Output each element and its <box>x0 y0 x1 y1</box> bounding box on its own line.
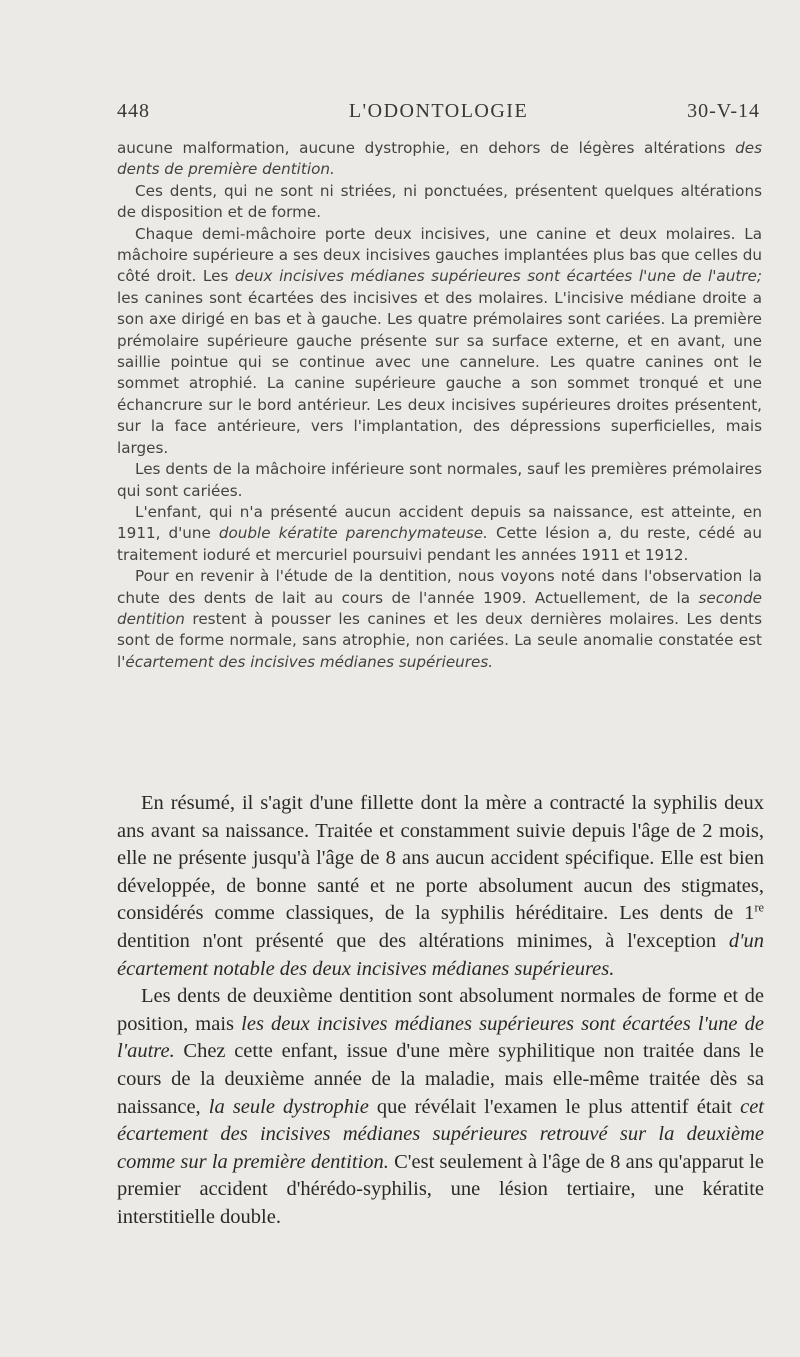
paragraph-4: Les dents de la mâchoire inférieure sont normales, sauf les premières prémolaires qui sont cariées. <box>117 460 762 500</box>
paragraph-3: Chaque demi-mâchoire porte deux incisives, une canine et deux molaires. La mâchoire supérieure a ses deux incisives gauches implantées plus bas que celles du côté droit. Les deux incisives médianes supérieures sont écartées l'une de l'autre; les canines sont écartées des incisives et des molaires. L'incisive médiane droite a son axe dirigé en bas et à gauche. Les quatre prémolaires sont cariées. La première prémolaire supérieure gauche présente sur sa surface externe, et en avant, une saillie pointue qui se continue avec une cannelure. Les quatre canines ont le sommet atrophié. La canine supérieure gauche a son sommet tronqué et une échancrure sur le bord antérieur. Les deux incisives supérieures droites présentent, sur la face antérieure, vers l'implantation, des dépressions superficielles, mais larges. <box>117 224 762 457</box>
running-header <box>117 100 760 130</box>
paragraph-5: L'enfant, qui n'a présenté aucun accident depuis sa naissance, est atteinte, en 1911, d'une double kératite parenchymateuse. Cette lésion a, du reste, cédé au traitement ioduré et mercuriel poursuivi pendant les années 1911 et 1912. <box>117 502 762 564</box>
paragraph-6: Pour en revenir à l'étude de la dentition, nous voyons noté dans l'observation la chute des dents de lait au cours de l'année 1909. Actuellement, de la seconde dentition restent à pousser les canines et les deux dernières molaires. Les dents sont de forme normale, sans atrophie, non cariées. La seule anomalie constatée est l'écartement des incisives médianes supérieures. <box>117 567 762 671</box>
issue-date: 30-V-14 <box>687 100 760 122</box>
summary-text <box>117 790 764 1232</box>
paragraph-1: aucune malformation, aucune dystrophie, en dehors de légères altérations des dents de première dentition. <box>117 139 762 179</box>
observation-text <box>117 138 762 673</box>
journal-title: L'ODONTOLOGIE <box>348 100 529 122</box>
summary-paragraph-2: Les dents de deuxième dentition sont absolument normales de forme et de position, mais les deux incisives médianes supérieures sont écartées l'une de l'autre. Chez cette enfant, issue d'une mère syphilitique non traitée dans le cours de la deuxième année de la maladie, mais elle-même traitée dès sa naissance, la seule dystrophie que révélait l'examen le plus attentif était cet écartement des incisives médianes supérieures retrouvé sur la deuxième comme sur la première dentition. C'est seulement à l'âge de 8 ans qu'apparut le premier accident d'hérédo-syphilis, une lésion tertiaire, une kératite interstitielle double. <box>117 985 765 1228</box>
page-number: 448 <box>117 100 150 122</box>
paragraph-2: Ces dents, qui ne sont ni striées, ni ponctuées, présentent quelques altérations de disposition et de forme. <box>117 181 762 222</box>
summary-paragraph-1: En résumé, il s'agit d'une fillette dont la mère a contracté la syphilis deux ans avant sa naissance. Traitée et constamment suivie depuis l'âge de 2 mois, elle ne présente jusqu'à l'âge de 8 ans aucun accident spécifique. Elle est bien développée, de bonne santé et ne porte absolument aucun des stigmates, considérés comme classiques, de la syphilis héréditaire. Les dents de 1re dentition n'ont présenté que des altérations minimes, à l'exception d'un écartement notable des deux incisives médianes supérieures. <box>117 792 764 980</box>
